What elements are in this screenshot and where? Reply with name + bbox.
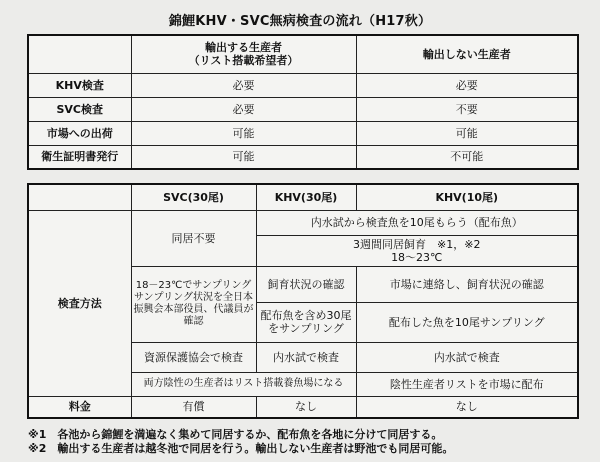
cell-seed-fish: 内水試から検査魚を10尾もらう（配布魚）	[256, 210, 578, 235]
cohabitation-period: 3週間同居飼育 ※1，※2	[353, 237, 481, 251]
row-label-svc: SVC検査	[28, 97, 131, 121]
row-label-certificate: 衛生証明書発行	[28, 145, 131, 169]
corner-cell	[28, 35, 131, 73]
cell-market-nonexport: 可能	[356, 121, 578, 145]
cell-khv10-exam: 内水試で検査	[356, 342, 578, 372]
cell-svc-export: 必要	[131, 97, 356, 121]
cohabitation-temperature: 18～23℃	[391, 250, 443, 264]
page-title: 錦鯉KHV・SVC無病検査の流れ（H17秋）	[168, 14, 432, 29]
inspection-method-table	[27, 183, 579, 419]
cell-fee-svc: 有償	[131, 396, 256, 418]
col-header-svc: SVC(30尾)	[131, 184, 256, 210]
col-header-nonexport: 輸出しない生産者	[356, 35, 578, 73]
cell-svc-exam: 資源保護協会で検査	[131, 342, 256, 372]
cell-certificate-export: 可能	[131, 145, 356, 169]
cell-certificate-nonexport: 不可能	[356, 145, 578, 169]
svc-sampling-temperature: 18－23℃でサンプリング	[135, 280, 252, 291]
col-header-khv30: KHV(30尾)	[256, 184, 356, 210]
cell-fee-khv10: なし	[356, 396, 578, 418]
cell-svc-nonexport: 不要	[356, 97, 578, 121]
cell-negative-list: 陰性生産者リストを市場に配布	[356, 372, 578, 396]
footnote-2: ※2 輸出する生産者は越冬池で同居を行う。輸出しない生産者は野池でも同居可能。	[28, 442, 454, 455]
row-label-khv: KHV検査	[28, 73, 131, 97]
cell-khv30-rearing: 飼育状況の確認	[256, 266, 356, 302]
cell-svc-sampling	[131, 266, 256, 342]
svc-sampling-confirmation: サンプリング状況を全日本振興会本部役員、代議員が確認	[133, 292, 254, 327]
footnote-1: ※1 各池から錦鯉を満遍なく集めて同居するか、配布魚を各地に分けて同居する。	[28, 428, 443, 441]
requirements-table	[27, 34, 579, 170]
cell-fee-khv30: なし	[256, 396, 356, 418]
cell-khv30-exam: 内水試で検査	[256, 342, 356, 372]
corner-cell-2	[28, 184, 131, 210]
cell-khv10-rearing: 市場に連絡し、飼育状況の確認	[356, 266, 578, 302]
col-header-export	[131, 35, 356, 73]
col-header-export-line1: 輸出する生産者	[205, 41, 282, 55]
col-header-khv10: KHV(10尾)	[356, 184, 578, 210]
cell-khv10-sampling: 配布した魚を10尾サンプリング	[356, 302, 578, 342]
row-label-market: 市場への出荷	[28, 121, 131, 145]
col-header-export-line2: （リスト搭載希望者）	[188, 54, 299, 68]
cell-khv30-sampling: 配布魚を含め30尾をサンプリング	[256, 302, 356, 342]
cell-cohabitation-rearing	[256, 235, 578, 266]
cell-svc-cohabitation: 同居不要	[131, 210, 256, 266]
row-label-method: 検査方法	[28, 210, 131, 396]
cell-both-negative: 両方陰性の生産者はリスト搭載養魚場になる	[131, 372, 356, 396]
cell-market-export: 可能	[131, 121, 356, 145]
cell-khv-export: 必要	[131, 73, 356, 97]
cell-khv-nonexport: 必要	[356, 73, 578, 97]
row-label-fee: 料金	[28, 396, 131, 418]
